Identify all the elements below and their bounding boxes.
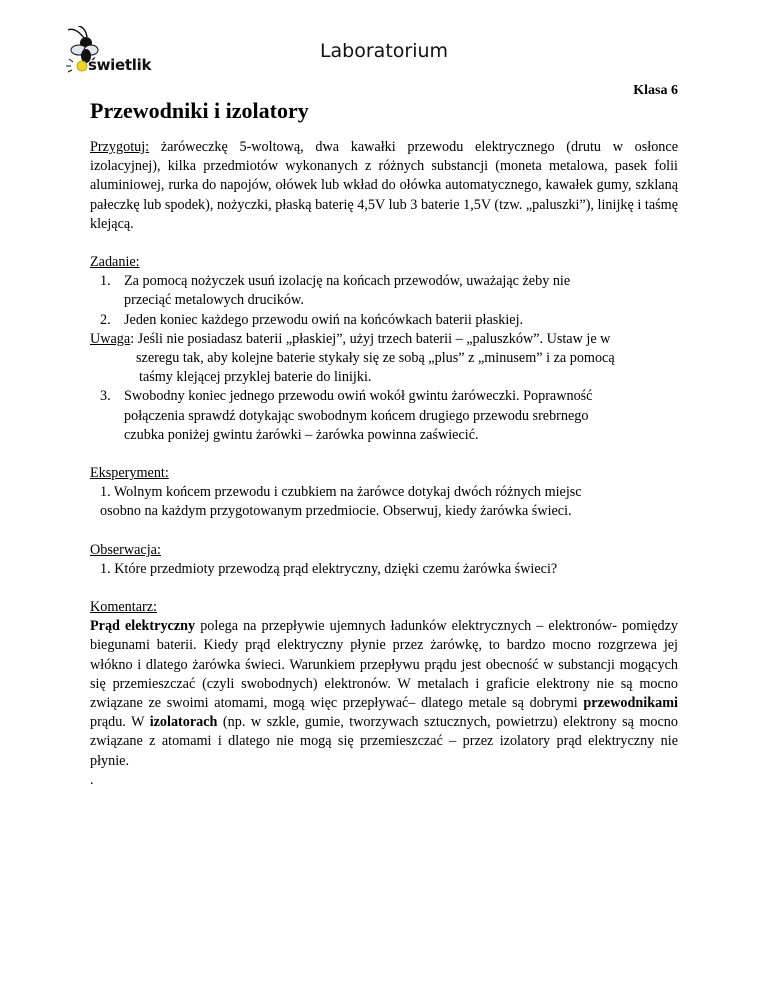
zadanie-item-3-number: 3.: [100, 388, 111, 405]
zadanie-item-2-number: 2.: [100, 311, 111, 328]
zadanie-item-2-text: Jeden koniec każdego przewodu owiń na końcówkach baterii płaskiej.: [124, 311, 524, 328]
uwaga-text-1: : Jeśli nie posiadasz baterii „płaskiej”, użyj trzech baterii – „paluszków”. Ustaw je w: [130, 330, 611, 347]
komentarz-paragraph: [90, 617, 678, 771]
end-mark: .: [90, 771, 94, 788]
zadanie-item-1: [90, 272, 678, 310]
uwaga-line-3: taśmy klejącej przyklej baterie do linijki.: [139, 369, 372, 386]
logo-text: świetlik: [88, 56, 152, 74]
document-title: Przewodniki i izolatory: [90, 98, 309, 123]
obserwacja-line-1: 1. Które przedmioty przewodzą prąd elektryczny, dzięki czemu żarówka świeci?: [100, 560, 558, 577]
document-content: [90, 138, 678, 790]
uwaga-line-1: [90, 330, 678, 349]
eksperyment-heading: Eksperyment:: [90, 465, 169, 482]
zadanie-item-3-line-2: połączenia sprawdź dotykając swobodnym końcem drugiego przewodu srebrnego: [124, 407, 589, 424]
zadanie-item-1-line-1: Za pomocą nożyczek usuń izolację na końcach przewodów, uważając żeby nie: [124, 273, 571, 290]
zadanie-item-3-line-1: Swobodny koniec jednego przewodu owiń wokół gwintu żaróweczki. Poprawność: [124, 388, 593, 405]
zadanie-heading: Zadanie:: [90, 254, 140, 271]
header-title: Laboratorium: [319, 40, 449, 62]
zadanie-item-1-line-2: przeciąć metalowych drucików.: [124, 292, 304, 309]
komentarz-bold-prad: Prąd elektryczny: [90, 618, 196, 635]
komentarz-bold-izolatorach: izolatorach: [149, 714, 218, 731]
eksperyment-line-2: osobno na każdym przygotowanym przedmiocie. Obserwuj, kiedy żarówka świeci.: [100, 503, 572, 520]
komentarz-text-2: prądu. W: [90, 714, 150, 731]
zadanie-item-2: [90, 311, 678, 330]
komentarz-text-1: polega na przepływie ujemnych ładunków elektrycznych – elektronów- pomiędzy biegunami baterii. Kiedy prąd elektryczny płynie przez żarówkę, to bardzo mocno rozgrzewa jej włókno i dlatego żarówka świeci. Warunkiem przepływu prądu jest obecność w substancji mogących się przemieszczać (czyli swobodnych) elektronów. W metalach i graficie elektrony nie są mocno związane ze swoimi atomami, mogą więc przepływać– dlatego metale są dobrymi: [90, 618, 678, 712]
zadanie-item-3: [90, 387, 678, 445]
komentarz-heading: Komentarz:: [90, 599, 157, 616]
obserwacja-heading: Obserwacja:: [90, 541, 161, 558]
przygotuj-label: Przygotuj:: [90, 139, 150, 155]
eksperyment-line-1: 1. Wolnym końcem przewodu i czubkiem na żarówce dotykaj dwóch różnych miejsc: [100, 484, 582, 501]
komentarz-text-3: (np. w szkle, gumie, tworzywach sztucznych, powietrzu) elektrony są mocno związane z atomami i dlatego nie mogą się przemieszczać – przez izolatory prąd elektryczny nie płynie.: [90, 714, 678, 769]
class-label: Klasa 6: [633, 83, 678, 98]
przygotuj-paragraph: [90, 138, 678, 234]
uwaga-line-2: szeregu tak, aby kolejne baterie stykały się ze sobą „plus” z „minusem” i za pomocą: [136, 350, 615, 367]
komentarz-bold-przewodnikami: przewodnikami: [583, 695, 678, 712]
uwaga-label: Uwaga: [90, 330, 131, 347]
przygotuj-text: żaróweczkę 5-woltową, dwa kawałki przewodu elektrycznego (drutu w osłonce izolacyjnej), kilka przedmiotów wykonanych z różnych substancji (moneta metalowa, pasek folii aluminiowej, rurka do napojów, ołówek lub wkład do ołówka automatycznego, kawałek gumy, szklaną pałeczkę lub spodek), nożyczki, płaską baterię 4,5V lub 3 baterie 1,5V (tzw. „paluszki”), linijkę i taśmę klejącą.: [90, 139, 678, 232]
zadanie-item-1-number: 1.: [100, 273, 111, 290]
zadanie-item-3-line-3: czubka poniżej gwintu żarówki – żarówka powinna zaświecić.: [124, 426, 479, 443]
